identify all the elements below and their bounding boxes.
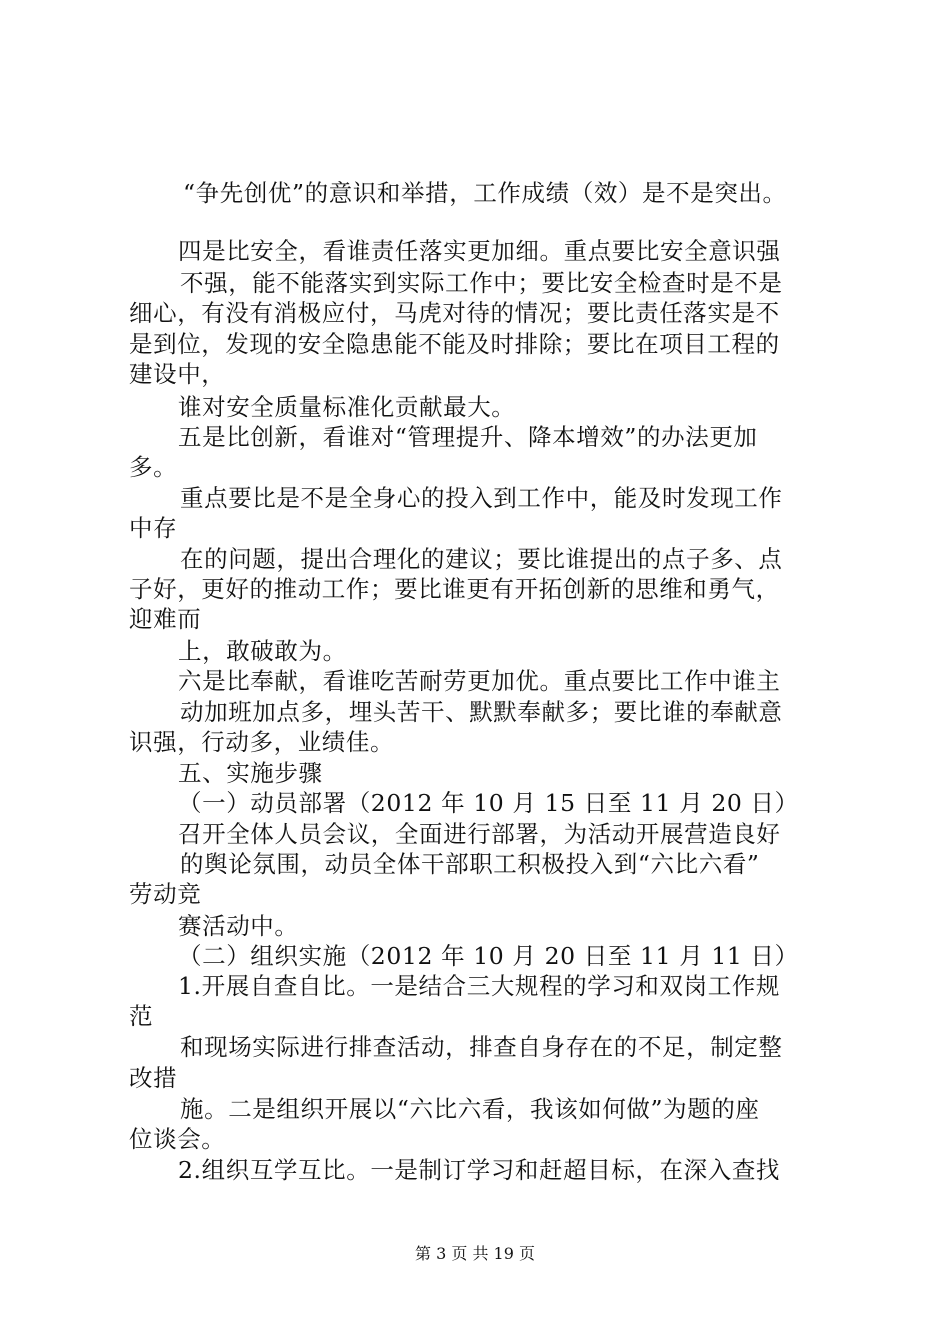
text-line: 谁对安全质量标准化贡献最大。 [178, 393, 516, 421]
section-heading: 五、实施步骤 [178, 759, 323, 787]
page-number-footer: 第 3 页 共 19 页 [415, 1244, 535, 1263]
text-line: 召开全体人员会议，全面进行部署，为活动开展营造良好 [178, 820, 781, 848]
text-line: 劳动竞 [129, 880, 202, 908]
text-line: 识强，行动多，业绩佳。 [129, 728, 395, 756]
text-line: “争先创优”的意识和举措，工作成绩（效）是不是突出。 [183, 179, 787, 207]
text-line: 和现场实际进行排查活动，排查自身存在的不足，制定整 [180, 1033, 783, 1061]
text-line: 是到位，发现的安全隐患能不能及时排除；要比在项目工程的 [129, 330, 780, 358]
text-line: 在的问题，提出合理化的建议；要比谁提出的点子多、点 [180, 545, 783, 573]
text-line: 五是比创新，看谁对“管理提升、降本增效”的办法更加 [178, 423, 758, 451]
text-line: 上，敢破敢为。 [178, 637, 347, 665]
text-line: 细心，有没有消极应付，马虎对待的情况；要比责任落实是不 [129, 299, 780, 327]
subsection-heading: （二）组织实施（2012 年 10 月 20 日至 11 月 11 日） [178, 942, 799, 970]
text-line: 多。 [129, 453, 178, 481]
text-line: 建设中， [129, 360, 226, 388]
text-line: 子好，更好的推动工作；要比谁更有开拓创新的思维和勇气， [129, 575, 780, 603]
text-line: 六是比奉献，看谁吃苦耐劳更加优。重点要比工作中谁主 [178, 667, 781, 695]
text-line: 四是比安全，看谁责任落实更加细。重点要比安全意识强 [178, 237, 781, 265]
text-line: 的舆论氛围，动员全体干部职工积极投入到“六比六看” [180, 850, 760, 878]
subsection-heading: （一）动员部署（2012 年 10 月 15 日至 11 月 20 日） [178, 789, 799, 817]
text-line: 中存 [129, 514, 178, 542]
text-line: 位谈会。 [129, 1125, 226, 1153]
text-line: 重点要比是不是全身心的投入到工作中，能及时发现工作 [180, 484, 783, 512]
text-line: 动加班加点多，埋头苦干、默默奉献多；要比谁的奉献意 [180, 698, 783, 726]
text-line: 赛活动中。 [178, 912, 299, 940]
text-line: 2.组织互学互比。一是制订学习和赶超目标，在深入查找 [178, 1156, 781, 1184]
text-line: 迎难而 [129, 605, 202, 633]
text-line: 施。二是组织开展以“六比六看，我该如何做”为题的座 [180, 1095, 760, 1123]
text-line: 1.开展自查自比。一是结合三大规程的学习和双岗工作规 [178, 972, 781, 1000]
text-line: 范 [129, 1002, 154, 1030]
text-line: 改措 [129, 1064, 178, 1092]
text-line: 不强，能不能落实到实际工作中；要比安全检查时是不是 [180, 269, 783, 297]
